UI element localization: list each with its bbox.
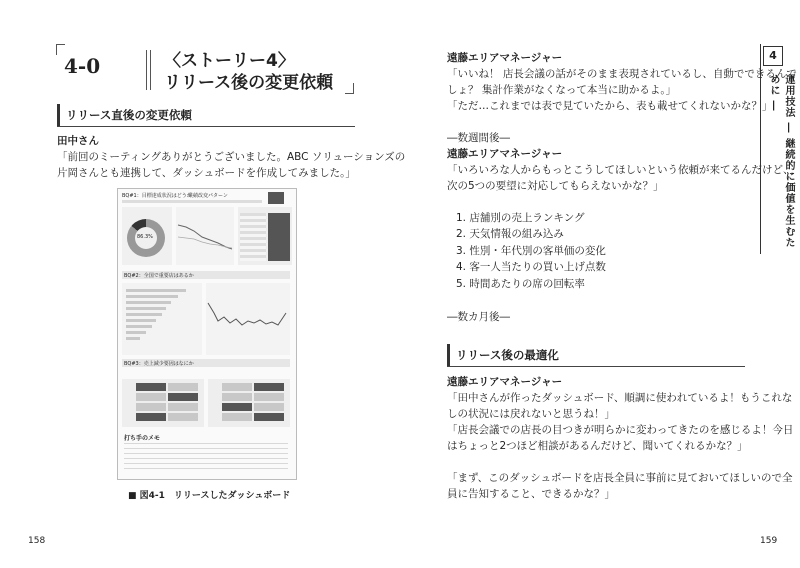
gauge-value: 86.3% [137, 234, 153, 240]
figure-q1b: 業績改変パターン [188, 193, 228, 199]
trend-chart [176, 207, 234, 265]
paragraph-line: 「店長会議での店長の目つきが明らかに変わってきたのを感じるよ！今日 [447, 424, 794, 436]
paragraph-line: しょ？ 集計作業がなくなって本当に助かるよ。」 [447, 84, 677, 96]
paragraph-line: 「いいね！ 店長会議の話がそのまま表現されているし、自動でできるんで [447, 68, 797, 80]
request-item: 3. 性別・年代別の客単価の変化 [456, 245, 606, 257]
speaker-tanaka: 田中さん [57, 135, 99, 147]
paragraph-line: 「いろいろな人からもっとこうしてほしいという依頼が来てるんだけど、 [447, 164, 794, 176]
request-item: 4. 客一人当たりの買い上げ点数 [456, 261, 606, 273]
paragraph-line: 「前回のミーティングありがとうございました。ABC ソリューションズの [57, 151, 406, 163]
paragraph-line: しの状況には戻れないと思うね！」 [447, 408, 615, 420]
section-title-release: リリース直後の変更依頼 [66, 108, 192, 122]
figure-q2: BQ#2：全国で重要店はあるか [124, 273, 194, 279]
section-underline [447, 366, 745, 367]
paragraph-line: はちょっと2つほど相談があるんだけど、聞いてくれるかな？」 [447, 440, 748, 452]
paragraph-line: 片岡さんとも連携して、ダッシュボードを作成してみました。」 [57, 167, 356, 179]
speaker-endo: 遠藤エリアマネージャー [447, 52, 563, 64]
section-title-optimization: リリース後の最適化 [456, 348, 559, 362]
memo-text [124, 443, 288, 473]
speaker-endo: 遠藤エリアマネージャー [447, 376, 563, 388]
request-item: 1. 店舗別の売上ランキング [456, 212, 585, 224]
request-item: 2. 天気情報の組み込み [456, 228, 564, 240]
section-marker [447, 344, 450, 366]
chapter-title-line2: リリース後の変更依頼 [164, 73, 334, 93]
time-marker: ―数カ月後― [447, 311, 510, 323]
dashboard-figure [117, 188, 297, 480]
chapter-sidebar [760, 44, 794, 254]
heatmap-left [122, 379, 204, 427]
speaker-endo: 遠藤エリアマネージャー [447, 148, 563, 160]
sidebar-chapter-number: 4 [763, 46, 783, 66]
figure-q3: BQ#3：売上減少要因はなにか [124, 361, 194, 367]
paragraph-line: 「まず、このダッシュボードを店長全員に事前に見ておいてほしいので全 [447, 472, 793, 484]
line-chart [206, 283, 290, 355]
chapter-title-line1: 〈ストーリー4〉 [164, 51, 295, 71]
figure-q1: BQ#1：目標達成状況はどうか [122, 193, 192, 199]
summary-table [238, 207, 292, 265]
figure-caption: ■ 図4-1 リリースしたダッシュボード [128, 491, 291, 501]
section-marker [57, 104, 60, 126]
request-item: 5. 時間あたりの席の回転率 [456, 278, 585, 290]
chapter-number: 4-0 [64, 54, 101, 78]
paragraph-line: 員に告知すること、できるかな？」 [447, 488, 615, 500]
figure-memo: 打ち手のメモ [124, 435, 161, 442]
time-marker: ―数週間後― [447, 132, 510, 144]
paragraph-line: 「田中さんが作ったダッシュボード、順調に使われているよ！もうこれな [447, 392, 793, 404]
chapter-title-box [56, 44, 354, 94]
bar-chart [122, 283, 202, 355]
section-underline [57, 126, 355, 127]
paragraph-line: 「ただ…これまでは表で見ていたから、表も載せてくれないかな？」 [447, 100, 773, 112]
cup-icon [268, 192, 284, 204]
sidebar-chapter-title: 運用技法 ― 継続的に価値を生むために ― [768, 74, 794, 248]
page-number-right: 159 [760, 536, 778, 546]
page-number-left: 158 [28, 536, 46, 546]
heatmap-right [208, 379, 290, 427]
paragraph-line: 次の5つの要望に対応してもらえないかな？」 [447, 180, 664, 192]
